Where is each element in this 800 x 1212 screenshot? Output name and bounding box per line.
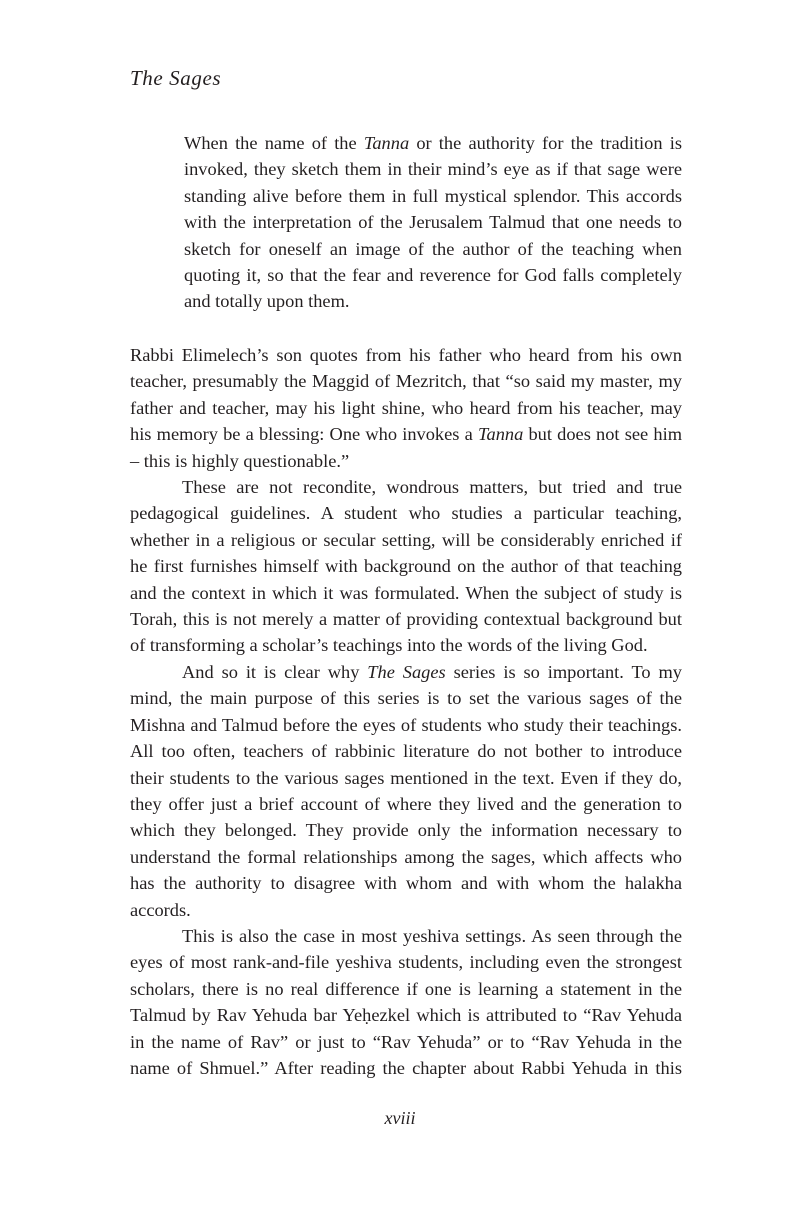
paragraph-text: Rabbi Elimelech’s son quotes from his father who heard from his own teacher, presumably the Maggid of Mezritch, that “so said my master, my father and teacher, may his light shine, who heard from his teacher, may his memory be a blessing: One who invokes a [130, 345, 682, 445]
paragraph-text: And so it is clear why [182, 661, 368, 682]
block-quote-text: or the authority for the tradition is invoked, they sketch them in their mind’s eye as if that sage were standing alive before them in full mystical splendor. This accords with the interpretation of the Jerusalem Talmud that one needs to sketch for oneself an image of the author of the teaching when quoting it, so that the fear and reverence for God falls completely and totally upon them. [184, 133, 682, 312]
block-quote [184, 130, 682, 315]
block-quote-text: When the name of the [184, 133, 364, 153]
italic-term-tanna: Tanna [363, 133, 410, 153]
paragraph-pedagogical: These are not recondite, wondrous matters, but tried and true pedagogical guidelines. A student who studies a particular teaching, whether in a religious or secular setting, will be considerably enriched if he first furnishes himself with background on the author of that teaching and the context in which it was formulated. When the subject of study is Torah, this is not merely a matter of providing contextual background but of transforming a scholar’s teachings into the words of the living God. [130, 477, 682, 656]
italic-term-tanna: Tanna [477, 424, 524, 445]
page-number: xviii [384, 1108, 416, 1128]
paragraph-text: but does not see him – this is highly questionable.” [130, 424, 682, 471]
italic-title-the-sages: The Sages [367, 661, 446, 682]
paragraph-text: series is so important. To my mind, the main purpose of this series is to set the various sages of the Mishna and Talmud before the eyes of students who study their teachings. All too often, teachers of rabbinic literature do not bother to introduce their students to the various sages mentioned in the text. Even if they do, they offer just a brief account of where they lived and the generation to which they belonged. They provide only the information necessary to understand the formal relationships among the sages, which affects who has the authority to disagree with whom and with whom the halakha accords. [130, 661, 682, 920]
running-head: The Sages [130, 66, 222, 90]
body-text [130, 342, 682, 1081]
paragraph-yeshiva: This is also the case in most yeshiva settings. As seen through the eyes of most rank-and-file yeshiva students, including even the strongest scholars, there is no real difference if one is learning a statement in the Talmud by Rav Yehuda bar Yeḥezkel which is attributed to “Rav Yehuda in the name of Rav” or just to “Rav Yehuda” or to “Rav Yehuda in the name of Shmuel.” After reading the chapter about Rabbi Yehuda in this [130, 925, 682, 1078]
paragraph-elimelech [130, 342, 682, 474]
paragraph-sages-series [130, 659, 682, 923]
